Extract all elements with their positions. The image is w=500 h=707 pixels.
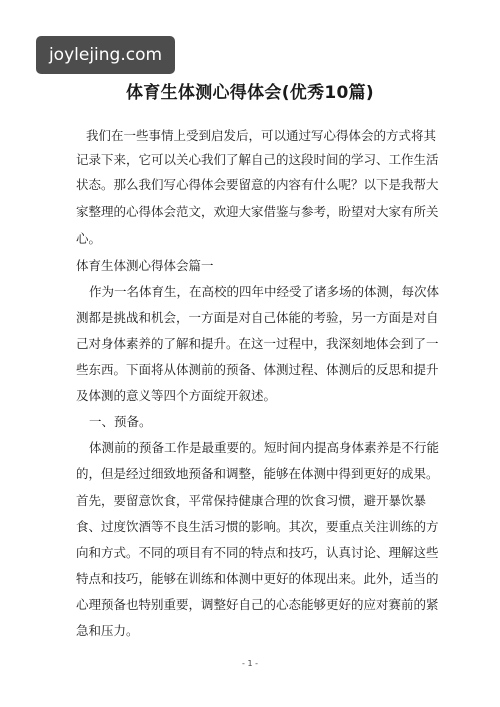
page-number: - 1 -: [242, 659, 258, 668]
section-title: 体育生体测心得体会篇一: [76, 258, 214, 273]
paragraph-line: 作为一名体育生，在高校的四年中经受了诸多场的体测，每次体: [89, 284, 440, 299]
paragraph-line: 及体测的意义等四个方面绽开叙述。: [76, 388, 277, 403]
watermark-badge: joylejing.com: [36, 36, 175, 74]
paragraph-line: 测都是挑战和机会，一方面是对自己体能的考验，另一方面是对自: [76, 310, 439, 325]
paragraph-line: 食、过度饮酒等不良生活习惯的影响。其次，要重点关注训练的方: [76, 519, 439, 534]
paragraph-line: 特点和技巧，能够在训练和体测中更好的体现出来。此外，适当的: [76, 571, 439, 586]
paragraph-line: 向和方式。不同的项目有不同的特点和技巧，认真讨论、理解这些: [76, 545, 439, 560]
intro-line: 心。: [76, 231, 102, 246]
document-title: 体育生体测心得体会(优秀10篇): [126, 83, 374, 103]
intro-line: 状态。那么我们写心得体会要留意的内容有什么呢？以下是我帮大: [76, 177, 439, 192]
intro-line: 记录下来，它可以关心我们了解自己的这段时间的学习、工作生活: [76, 152, 439, 167]
paragraph-line: 的，但是经过细致地预备和调整，能够在体测中得到更好的成果。: [76, 466, 439, 481]
paragraph-line: 己对身体素养的了解和提升。在这一过程中，我深刻地体会到了一: [76, 336, 439, 351]
intro-line: 我们在一些事情上受到启发后，可以通过写心得体会的方式将其: [86, 128, 437, 143]
paragraph-line: 急和压力。: [76, 623, 139, 638]
subheading: 一、预备。: [89, 414, 152, 429]
paragraph-line: 些东西。下面将从体测前的预备、体测过程、体测后的反思和提升: [76, 362, 439, 377]
intro-line: 家整理的心得体会范文，欢迎大家借鉴与参考，盼望对大家有所关: [76, 204, 439, 219]
paragraph-line: 心理预备也特别重要，调整好自己的心态能够更好的应对赛前的紧: [76, 597, 439, 612]
paragraph-line: 首先，要留意饮食，平常保持健康合理的饮食习惯，避开暴饮暴: [76, 493, 427, 508]
paragraph-line: 体测前的预备工作是最重要的。短时间内提高身体素养是不行能: [89, 440, 440, 455]
